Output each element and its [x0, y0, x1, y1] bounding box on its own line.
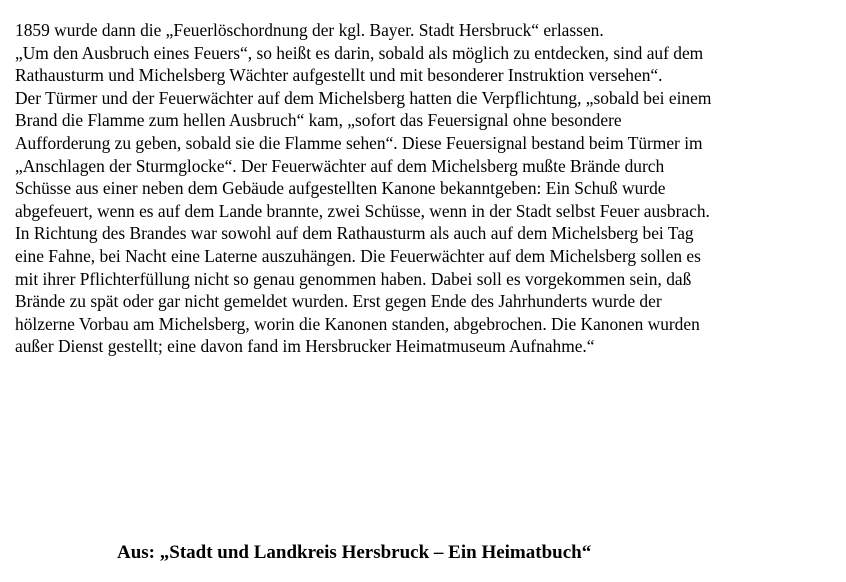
text-line-11: eine Fahne, bei Nacht eine Laterne auszuhängen. Die Feuerwächter auf dem Michelsberg sollen es	[15, 245, 701, 266]
text-line-5: Brand die Flamme zum hellen Ausbruch“ kam, „sofort das Feuersignal ohne besondere	[15, 110, 622, 131]
text-line-12: mit ihrer Pflichterfüllung nicht so genau genommen haben. Dabei soll es vorgekommen sein, daß	[15, 268, 692, 289]
text-line-9: abgefeuert, wenn es auf dem Lande brannte, zwei Schüsse, wenn in der Stadt selbst Feuer ausbrach.	[15, 200, 710, 221]
text-line-14: hölzerne Vorbau am Michelsberg, worin die Kanonen standen, abgebrochen. Die Kanonen wurden	[15, 313, 700, 334]
text-line-7: „Anschlagen der Sturmglocke“. Der Feuerwächter auf dem Michelsberg mußte Brände durch	[15, 155, 665, 176]
text-line-13: Brände zu spät oder gar nicht gemeldet wurden. Erst gegen Ende des Jahrhunderts wurde der	[15, 291, 662, 312]
text-line-2: „Um den Ausbruch eines Feuers“, so heißt es darin, sobald als möglich zu entdecken, sind auf dem	[15, 42, 704, 63]
text-line-3: Rathausturm und Michelsberg Wächter aufgestellt und mit besonderer Instruktion versehen“.	[15, 65, 663, 86]
text-line-15: außer Dienst gestellt; eine davon fand im Hersbrucker Heimatmuseum Aufnahme.“	[15, 336, 595, 357]
text-line-6: Aufforderung zu geben, sobald sie die Flamme sehen“. Diese Feuersignal bestand beim Türmer im	[15, 132, 703, 153]
body-paragraph	[15, 19, 840, 358]
source-citation: Aus: „Stadt und Landkreis Hersbruck – Ein Heimatbuch“	[117, 542, 592, 563]
text-line-10: In Richtung des Brandes war sowohl auf dem Rathausturm als auch auf dem Michelsberg bei Tag	[15, 223, 694, 244]
text-line-8: Schüsse aus einer neben dem Gebäude aufgestellten Kanone bekanntgeben: Ein Schuß wurde	[15, 178, 666, 199]
text-line-4: Der Türmer und der Feuerwächter auf dem Michelsberg hatten die Verpflichtung, „sobald bei einem	[15, 87, 712, 108]
text-line-1: 1859 wurde dann die „Feuerlöschordnung der kgl. Bayer. Stadt Hersbruck“ erlassen.	[15, 20, 604, 40]
